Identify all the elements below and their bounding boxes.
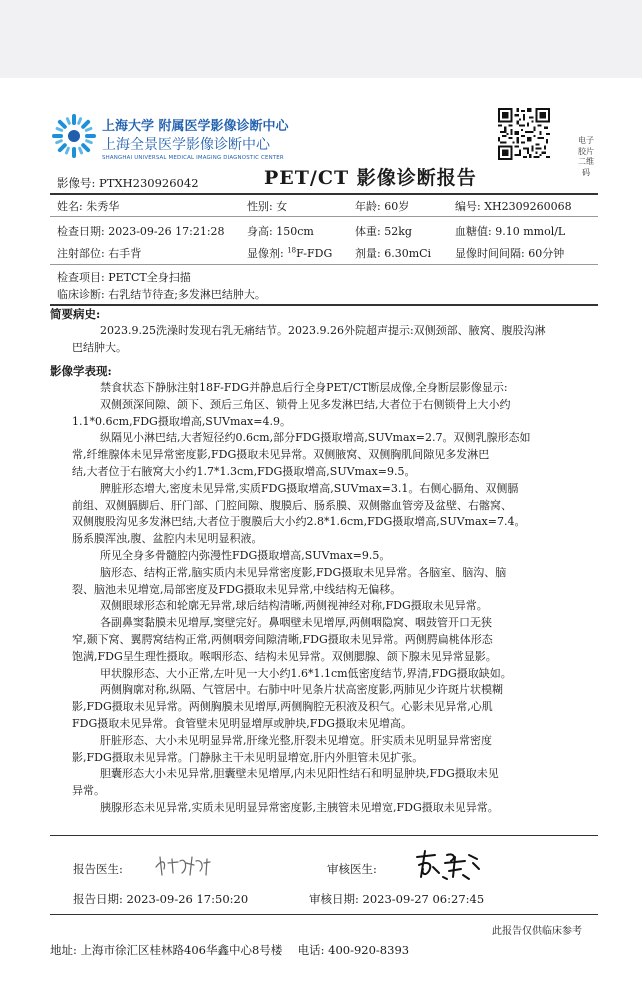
glucose-field <box>455 223 565 239</box>
dose-value: 6.30mCi <box>384 247 432 260</box>
disclaimer: 此报告仅供临床参考 <box>492 926 582 937</box>
exam-item-value: PETCT全身扫描 <box>108 271 191 284</box>
qr-code-icon[interactable] <box>498 108 550 160</box>
exam-item-field <box>57 269 191 285</box>
reviewer-signature <box>413 849 483 881</box>
patient-info-divider <box>50 304 598 306</box>
injection-site-label: 注射部位: <box>57 247 105 260</box>
findings-paragraph <box>72 615 594 665</box>
image-number-label: 影像号: <box>57 176 96 190</box>
findings-divider <box>50 835 598 836</box>
patient-name-label: 姓名: <box>57 200 83 213</box>
patient-row-5 <box>57 286 597 304</box>
findings-paragraph <box>72 598 594 615</box>
dose-field <box>355 245 431 261</box>
patient-row-1 <box>57 198 597 216</box>
findings-line: 甲状腺形态、大小正常,左叶见一大小约1.6*1.1cm低密度结节,界清,FDG摄取缺如。 <box>100 666 512 680</box>
review-date-field <box>309 891 484 907</box>
address-value: 上海市徐汇区桂林路406华鑫中心8号楼 <box>80 943 283 957</box>
findings-line: 脾脏形态增大,密度未见异常,实质FDG摄取增高,SUVmax=3.1。右侧心膈角、双侧膈 <box>100 481 519 495</box>
report-sheet <box>0 78 642 985</box>
findings-paragraph <box>72 548 594 565</box>
patient-row-4 <box>57 269 597 287</box>
history-title: 简要病史: <box>50 307 101 321</box>
findings-line: 1.1*0.6cm,FDG摄取增高,SUVmax=4.9。 <box>72 414 291 428</box>
interval-field <box>455 245 564 261</box>
findings-paragraph <box>72 800 594 817</box>
findings-line: FDG摄取未见异常。食管壁未见明显增厚或肿块,FDG摄取未见增高。 <box>72 716 412 730</box>
findings-paragraph <box>72 397 594 431</box>
tracer-label: 显像剂: <box>247 247 284 260</box>
logo-text-primary: 上海大学 附属医学影像诊断中心 <box>102 119 289 134</box>
header-divider <box>50 193 598 195</box>
findings-line: 两侧胸廓对称,纵隔、气管居中。右肺中叶见条片状高密度影,两肺见少许斑片状模糊 <box>100 683 503 697</box>
findings-line: 脑形态、结构正常,脑实质内未见异常密度影,FDG摄取未见异常。各脑室、脑沟、脑 <box>100 565 507 579</box>
tracer-value: F-FDG <box>296 247 333 260</box>
injection-site-field <box>57 245 141 261</box>
findings-paragraph <box>72 766 594 800</box>
history-line: 巴结肿大。 <box>72 340 127 354</box>
patient-sex-field <box>247 198 287 214</box>
findings-line: 肠系膜浑浊,腹、盆腔内未见明显积液。 <box>72 532 263 546</box>
logo-text-secondary: 上海全景医学影像诊断中心 <box>102 137 270 153</box>
findings-paragraph <box>72 666 594 683</box>
findings-line: 双侧腹股沟见多发淋巴结,大者位于腹膜后大小约2.8*1.6cm,FDG摄取增高,SUVmax=7.4。 <box>72 515 526 529</box>
patient-age-value: 60岁 <box>384 200 410 213</box>
review-date-value: 2023-09-27 06:27:45 <box>362 892 485 906</box>
patient-id-label: 编号: <box>455 200 481 213</box>
findings-paragraph <box>72 733 594 767</box>
patient-id-value: XH2309260068 <box>484 200 572 213</box>
weight-label: 体重: <box>355 225 381 238</box>
row-divider <box>50 264 598 265</box>
clinical-dx-label: 临床诊断: <box>57 288 105 301</box>
history-text <box>72 323 594 357</box>
center-logo-icon <box>50 112 98 160</box>
findings-line: 双侧眼球形态和轮廓无异常,球后结构清晰,两侧视神经对称,FDG摄取未见异常。 <box>100 599 488 613</box>
findings-paragraph <box>72 430 594 480</box>
findings-line: 裂、脑池未见增宽,局部密度及FDG摄取未见异常,中线结构无偏移。 <box>72 582 402 596</box>
findings-line: 纵隔见小淋巴结,大者短径约0.6cm,部分FDG摄取增高,SUVmax=2.7。双侧乳腺形态如 <box>100 431 531 445</box>
glucose-label: 血糖值: <box>455 225 492 238</box>
patient-age-label: 年龄: <box>355 200 381 213</box>
image-number-value: PTXH230926042 <box>99 176 199 190</box>
findings-line: 禁食状态下静脉注射18F-FDG并静息后行全身PET/CT断层成像,全身断层影像显示: <box>100 381 508 394</box>
findings-line: 异常。 <box>72 784 105 798</box>
findings-paragraph <box>72 380 594 397</box>
doctor-signature <box>152 853 214 879</box>
height-value: 150cm <box>276 225 314 238</box>
patient-sex-value: 女 <box>276 200 288 213</box>
weight-value: 52kg <box>384 225 412 238</box>
report-title: PET/CT 影像诊断报告 <box>264 167 477 189</box>
dose-label: 剂量: <box>355 247 381 260</box>
signature-divider <box>50 914 598 915</box>
findings-line: 饱满,FDG呈生理性摄取。喉咽形态、结构未见异常。双侧腮腺、颌下腺未见异常显影。 <box>72 649 497 663</box>
patient-sex-label: 性别: <box>247 200 273 213</box>
findings-line: 结,大者位于右腋窝大小约1.7*1.3cm,FDG摄取增高,SUVmax=9.5。 <box>72 464 416 478</box>
findings-paragraph <box>72 682 594 732</box>
tracer-field <box>247 245 332 261</box>
findings-line: 常,纤维腺体未见异常密度影,FDG摄取未见异常。双侧腋窝、双侧胸肌间隙见多发淋巴 <box>72 448 490 462</box>
patient-id-field <box>455 198 572 214</box>
height-label: 身高: <box>247 225 273 238</box>
findings-line: 前组、双侧膈脚后、肝门部、门腔间隙、腹膜后、肠系膜、双侧髂血管旁及盆壁、右髂窝、 <box>72 498 512 512</box>
findings-line: 胰腺形态未见异常,实质未见明显异常密度影,主胰管未见增宽,FDG摄取未见异常。 <box>100 801 499 814</box>
findings-paragraph <box>72 481 594 548</box>
exam-time-field <box>57 223 225 239</box>
glucose-value: 9.10 mmol/L <box>495 225 566 238</box>
clinical-dx-field <box>57 286 266 302</box>
clinical-dx-value: 右乳结节待查;多发淋巴结肿大。 <box>108 288 266 301</box>
findings-line: 胆囊形态大小未见异常,胆囊壁未见增厚,内未见阳性结石和明显肿块,FDG摄取未见 <box>100 767 499 781</box>
patient-row-3 <box>57 245 597 263</box>
exam-time-label: 检查日期: <box>57 225 105 238</box>
footer-contact <box>50 942 409 958</box>
findings-line: 双侧颈深间隙、颌下、颈后三角区、锁骨上见多发淋巴结,大者位于右侧锁骨上大小约 <box>100 397 511 411</box>
logo-text-english: SHANGHAI UNIVERSAL MEDICAL IMAGING DIAGNOSTIC CENTER <box>102 155 284 161</box>
findings-paragraph <box>72 565 594 599</box>
exam-time-value: 2023-09-26 17:21:28 <box>108 225 225 238</box>
address-label: 地址: <box>50 943 77 957</box>
findings-line: 影,FDG摄取未见异常。门静脉主干未见明显增宽,肝内外胆管未见扩张。 <box>72 750 424 764</box>
phone-label: 电话: <box>297 943 325 957</box>
weight-field <box>355 223 412 239</box>
report-date-label: 报告日期: <box>73 892 123 906</box>
interval-value: 60分钟 <box>528 247 565 260</box>
patient-name-field <box>57 198 119 214</box>
findings-line: 影,FDG摄取未见异常。两侧胸膜未见增厚,两侧胸腔无积液及积气。心影未见异常,心肌 <box>72 700 493 714</box>
reviewer-label: 审核医生: <box>327 862 377 876</box>
review-date-label: 审核日期: <box>309 892 359 906</box>
qr-caption: 电子胶片二维码 <box>578 136 594 177</box>
patient-row-2 <box>57 223 597 241</box>
exam-item-label: 检查项目: <box>57 271 105 284</box>
image-number <box>57 175 199 191</box>
findings-title: 影像学表现: <box>50 364 112 378</box>
height-field <box>247 223 314 239</box>
findings-line: 各副鼻窦黏膜未见增厚,窦壁完好。鼻咽壁未见增厚,两侧咽隐窝、咽鼓管开口无狭 <box>100 616 492 630</box>
injection-site-value: 右手背 <box>108 247 142 260</box>
findings-line: 窄,颞下窝、翼腭窝结构正常,两侧咽旁间隙清晰,FDG摄取未见异常。两侧腭扁桃体形态 <box>72 632 493 646</box>
patient-name-value: 朱秀华 <box>86 200 120 213</box>
interval-label: 显像时间间隔: <box>455 247 525 260</box>
report-date-value: 2023-09-26 17:50:20 <box>126 892 249 906</box>
tracer-mass-number: 18 <box>287 246 297 255</box>
findings-line: 肝脏形态、大小未见明显异常,肝缘光整,肝裂未见增宽。肝实质未见明显异常密度 <box>100 733 492 747</box>
findings-line: 所见全身多骨髓腔内弥漫性FDG摄取增高,SUVmax=9.5。 <box>100 549 391 562</box>
report-doctor-label: 报告医生: <box>73 862 123 876</box>
report-date-field <box>73 891 248 907</box>
history-line: 2023.9.25洗澡时发现右乳无痛结节。2023.9.26外院超声提示:双侧颈部、腋窝、腹股沟淋 <box>100 324 546 337</box>
row-divider <box>50 216 598 217</box>
patient-age-field <box>355 198 409 214</box>
phone-value: 400-920-8393 <box>328 943 410 957</box>
